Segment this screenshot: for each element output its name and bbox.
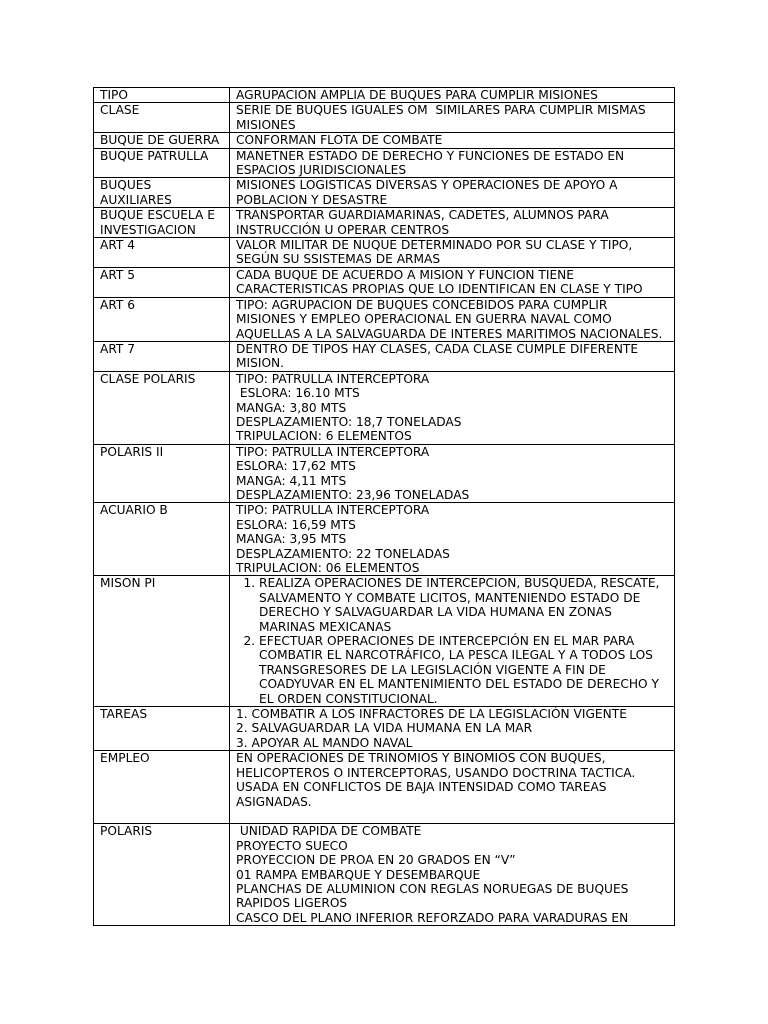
value-line: 1. COMBATIR A LOS INFRACTORES DE LA LEGISLACIÓN VIGENTE [236,707,627,722]
row-key: CLASE [94,103,230,133]
row-value [230,444,675,503]
table-row [94,341,675,371]
table-row [94,178,675,208]
row-value [230,178,675,208]
table-row [94,103,675,133]
value-line: 3. APOYAR AL MANDO NAVAL [236,735,413,750]
row-value [230,208,675,238]
table-row [94,148,675,178]
value-line: TIPO: PATRULLA INTERCEPTORA [236,444,430,459]
row-value [230,576,675,707]
table-row [94,371,675,444]
value-line: VALOR MILITAR DE NUQUE DETERMINADO POR SU CLASE Y TIPO, SEGÚN SU SSISTEMAS DE ARMAS [236,238,637,267]
row-key: ART 5 [94,267,230,297]
table-body [94,88,675,926]
row-key: ART 6 [94,297,230,341]
row-value [230,503,675,576]
row-key: EMPLEO [94,751,230,824]
row-value [230,824,675,926]
value-line: SERIE DE BUQUES IGUALES OM SIMILARES PARA CUMPLIR MISMAS MISIONES [236,103,650,132]
value-line: ESLORA: 17,62 MTS [236,459,356,474]
row-value [230,341,675,371]
value-line: PROYECCION DE PROA EN 20 GRADOS EN “V” [236,853,516,868]
row-key: TAREAS [94,707,230,751]
value-line: ESLORA: 16,59 MTS [236,517,356,532]
value-line: EN OPERACIONES DE TRINOMIOS Y BINOMIOS CON BUQUES, HELICOPTEROS O INTERCEPTORAS, USANDO DOCTRINA TACTICA. [236,751,636,780]
value-line: UNIDAD RAPIDA DE COMBATE [236,824,422,839]
value-line: DESPLAZAMIENTO: 22 TONELADAS [236,546,450,561]
table-row [94,444,675,503]
table-row [94,238,675,268]
row-value [230,238,675,268]
row-key: BUQUES AUXILIARES [94,178,230,208]
value-line: CONFORMAN FLOTA DE COMBATE [236,133,443,148]
value-line: TRIPULACION: 06 ELEMENTOS [236,561,420,575]
value-line: AGRUPACION AMPLIA DE BUQUES PARA CUMPLIR MISIONES [236,88,598,102]
row-value [230,297,675,341]
table-row [94,267,675,297]
value-line: MANGA: 3,80 MTS [236,400,347,415]
row-value [230,707,675,751]
row-key: POLARIS II [94,444,230,503]
value-line [236,809,670,823]
table-row [94,88,675,103]
value-line: CASCO DEL PLANO INFERIOR REFORZADO PARA VARADURAS EN [236,910,629,925]
table-row [94,133,675,148]
value-line: ESLORA: 16.10 MTS [236,386,360,401]
value-line: PROYECTO SUECO [236,838,348,853]
row-key: CLASE POLARIS [94,371,230,444]
row-value [230,148,675,178]
value-line: MANETNER ESTADO DE DERECHO Y FUNCIONES DE ESTADO EN ESPACIOS JURIDISCIONALES [236,148,629,178]
table-row [94,576,675,707]
row-value [230,88,675,103]
value-line: MISIONES LOGISTICAS DIVERSAS Y OPERACIONES DE APOYO A POBLACION Y DESASTRE [236,178,622,207]
list-item: 2. EFECTUAR OPERACIONES DE INTERCEPCIÓN EN EL MAR PARA COMBATIR EL NARCOTRÁFICO, LA PESCA ILEGAL Y A TODOS LOS TRANSGRESORES DE LA LEGISLACIÓN VIGENTE A FIN DE COADYUVAR EN EL MANTENIMIENTO DEL ESTADO DE DERECHO Y EL ORDEN CONSTITUCIONAL. [259,634,670,706]
list-item: 1. REALIZA OPERACIONES DE INTERCEPCION, BUSQUEDA, RESCATE, SALVAMENTO Y COMBATE LICITOS, MANTENIENDO ESTADO DE DERECHO Y SALVAGUARDAR LA VIDA HUMANA EN ZONAS MARINAS MEXICANAS [259,576,670,634]
table-row [94,208,675,238]
value-line: TIPO: AGRUPACION DE BUQUES CONCEBIDOS PARA CUMPLIR MISIONES Y EMPLEO OPERACIONAL EN GUERRA NAVAL COMO AQUELLAS A LA SALVAGUARDA DE INTERES MARITIMOS NACIONALES. [236,297,663,341]
value-line: DESPLAZAMIENTO: 23,96 TONELADAS [236,487,470,502]
value-line: MANGA: 4,11 MTS [236,473,347,488]
table-row [94,707,675,751]
value-line: 2. SALVAGUARDAR LA VIDA HUMANA EN LA MAR [236,721,533,736]
value-line: CADA BUQUE DE ACUERDO A MISION Y FUNCION TIENE CARACTERISTICAS PROPIAS QUE LO IDENTIFICAN EN CLASE Y TIPO [236,267,643,297]
row-key: ART 4 [94,238,230,268]
table-row [94,503,675,576]
value-line: TRIPULACION: 6 ELEMENTOS [236,429,412,444]
row-key: BUQUE ESCUELA E INVESTIGACION [94,208,230,238]
row-value [230,267,675,297]
value-line: PLANCHAS DE ALUMINION CON REGLAS NORUEGAS DE BUQUES RAPIDOS LIGEROS [236,881,633,911]
table-row [94,824,675,926]
definitions-table [93,87,675,926]
row-key: MISON PI [94,576,230,707]
numbered-list [236,576,670,706]
table-row [94,751,675,824]
table-row [94,297,675,341]
row-value [230,751,675,824]
row-value [230,103,675,133]
value-line: TIPO: PATRULLA INTERCEPTORA [236,371,430,386]
value-line: 01 RAMPA EMBARQUE Y DESEMBARQUE [236,867,481,882]
row-key: BUQUE PATRULLA [94,148,230,178]
value-line: DESPLAZAMIENTO: 18,7 TONELADAS [236,414,462,429]
value-line: TIPO: PATRULLA INTERCEPTORA [236,503,430,518]
row-key: ART 7 [94,341,230,371]
row-key: POLARIS [94,824,230,926]
row-value [230,133,675,148]
value-line: USADA EN CONFLICTOS DE BAJA INTENSIDAD COMO TAREAS ASIGNADAS. [236,780,611,809]
row-value [230,371,675,444]
row-key: ACUARIO B [94,503,230,576]
value-line: MANGA: 3,95 MTS [236,532,347,547]
value-line: TRANSPORTAR GUARDIAMARINAS, CADETES, ALUMNOS PARA INSTRUCCIÓN U OPERAR CENTROS [236,208,613,237]
row-key: BUQUE DE GUERRA [94,133,230,148]
row-key: TIPO [94,88,230,103]
value-line: DENTRO DE TIPOS HAY CLASES, CADA CLASE CUMPLE DIFERENTE MISION. [236,341,642,371]
